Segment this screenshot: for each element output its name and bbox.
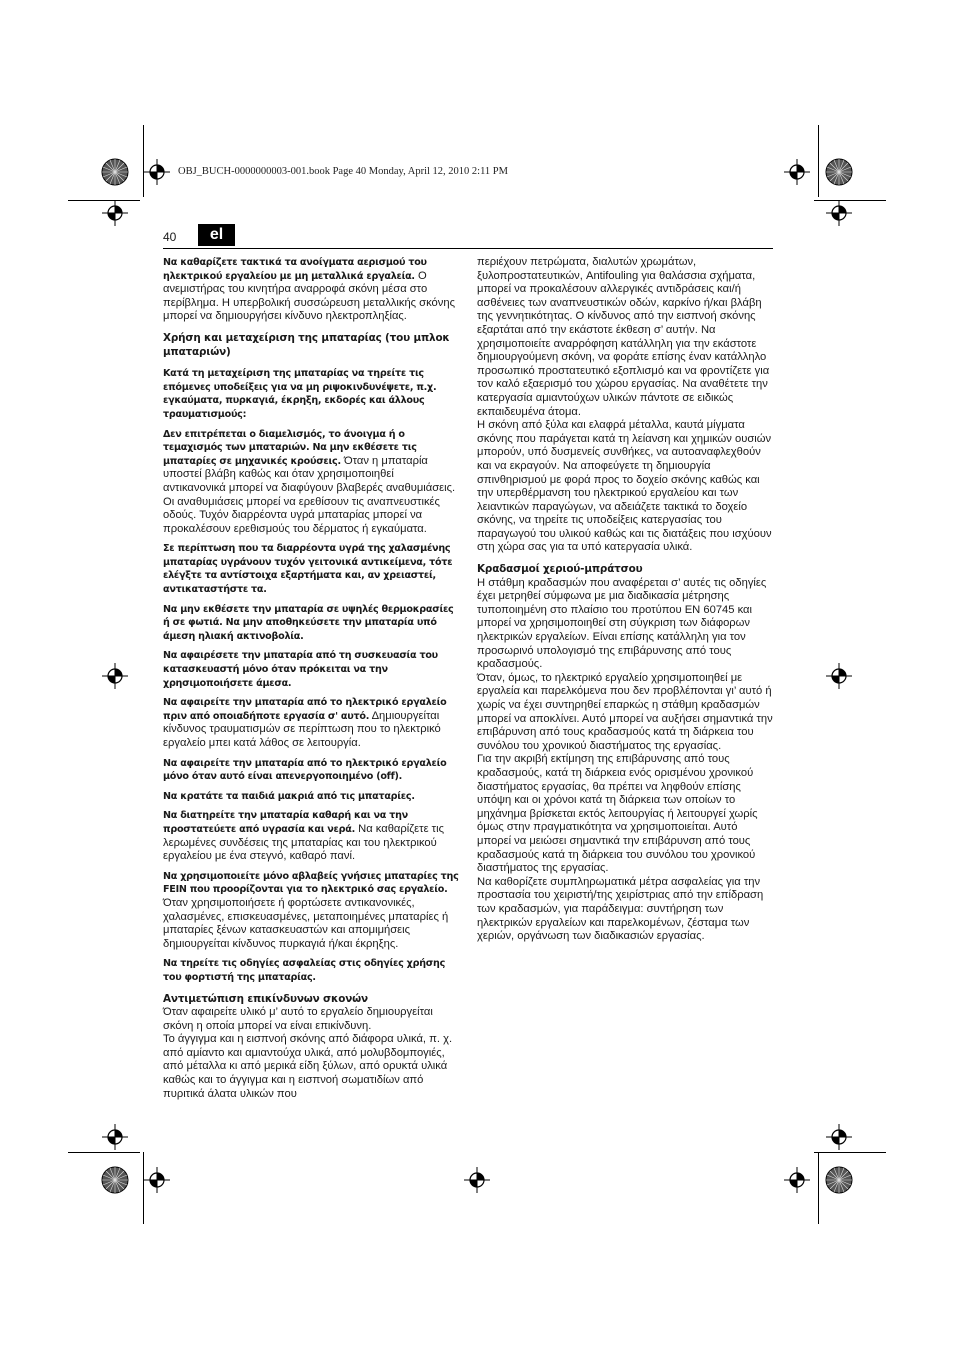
paragraph — [163, 256, 459, 324]
paragraph — [163, 367, 459, 421]
paragraph — [163, 870, 459, 952]
bold-warning: Να κρατάτε τα παιδιά μακριά από τις μπαταρίες. — [163, 790, 415, 802]
right-column — [477, 256, 773, 944]
body-text: Ο ανεμιστήρας του κινητήρα αναρροφά σκόνη μέσα στο περίβλημα. Η υπερβολική συσσώρευση μεταλλικής σκόνης μπορεί να δημιουργήσει κίνδυνο ηλεκτροπληξίας. — [163, 269, 455, 323]
paragraph: περιέχουν πετρώματα, διαλυτών χρωμάτων, ξυλοπροστατευτικών, Antifouling για θαλάσσια σχήματα, μπορεί να προκαλέσουν αλλεργικές αντιδράσεις και/ή ασθένειες των αναπνευστικών οδών, καρκίνο ή/και βλάβη της γεννητικότητας. Ο κίνδυνος από την εισπνοή σκόνης εξαρτάται από την εκάστοτε έκθεση σ’ αυτήν. Να χρησιμοποιείτε αναρρόφηση κατάλληλη για την εκάστοτε δημιουργούμενη σκόνη, να φοράτε επίσης έναν κατάλληλο προσωπικό προστατευτικό εξοπλισμό και να φροντίζετε για τον καλό εξαερισμό του χώρου εργασίας. Να αναθέτετε την κατεργασία αμιαντούχων υλικών πάντοτε σε ειδικώς εκπαιδευμένα άτομα. — [477, 256, 770, 418]
paragraph: Όταν, όμως, το ηλεκτρικό εργαλείο χρησιμοποιηθεί με εργαλεία και παρελκόμενα που δεν προβλέπονται γι’ αυτό ή χωρίς να έχει συντηρηθεί επαρκώς η στάθμη κραδασμών μπορεί να αποκλίνει. Αυτό μπορεί να αυξήσει σημαντικά την επιβάρυνση από τους κραδασμούς κατά τη διάρκεια του συνόλου του χρονικού διαστήματος της εργασίας. — [477, 671, 773, 752]
body-text: Όταν χρησιμοποιήσετε ή φορτώσετε αντικανονικές, χαλασμένες, επισκευασμένες, μεταποιημένες μπαταρίες ή μπαταρίες ξένων κατασκευαστών και απομιμήσεις δημιουργείται κίνδυνος πυρκαγιά ή/και έκρηξης. — [163, 896, 449, 950]
paragraph: Η στάθμη κραδασμών που αναφέρεται σ’ αυτές τις οδηγίες έχει μετρηθεί σύμφωνα με μια διαδικασία μέτρησης τυποποιημένη στο πλαίσιο του προτύπου EN 60745 και μπορεί να χρησιμοποιηθεί στη σύγκριση των διάφορων ηλεκτρικών εργαλείων. Είναι επίσης κατάλληλη για τον προσωρινό υπολογισμό της επιβάρυνσης από τους κραδασμούς. — [477, 576, 767, 671]
paragraph — [163, 696, 459, 750]
registration-mark-top-left — [144, 159, 170, 185]
star-target-top-left — [102, 159, 128, 185]
bold-warning: Να τηρείτε τις οδηγίες ασφαλείας στις οδηγίες χρήσης του φορτιστή της μπαταρίας. — [163, 958, 446, 983]
registration-mark-mid-left — [102, 663, 128, 689]
section-heading-dust: Αντιμετώπιση επικίνδυνων σκονών — [163, 992, 368, 1005]
paragraph — [163, 757, 459, 784]
paragraph — [163, 649, 459, 690]
left-column — [163, 256, 459, 1101]
bold-warning: Σε περίπτωση που τα διαρρέοντα υγρά της χαλασμένης μπαταρίας υγράνουν τυχόν γειτονικά αντικείμενα, τότε ελέγξτε τα αντίστοιχα εξαρτήματα και, αν χρειαστεί, αντικαταστήστε τα. — [163, 543, 453, 596]
registration-mark-top-right-lower — [826, 200, 852, 226]
paragraph — [163, 428, 459, 537]
paragraph — [163, 957, 459, 984]
body-text: Δημιουργείται κίνδυνος τραυματισμών σε περίπτωση που το ηλεκτρικό εργαλείο μπει κατά λάθος σε λειτουργία. — [163, 709, 441, 749]
language-tab: el — [198, 224, 235, 246]
paragraph — [163, 542, 459, 596]
star-target-bottom-left — [102, 1167, 128, 1193]
bold-warning: Να διατηρείτε την μπαταρία καθαρή και να την προστατεύετε από υγρασία και νερά. — [163, 810, 408, 835]
bold-warning: Δεν επιτρέπεται ο διαμελισμός, το άνοιγμα ή ο τεμαχισμός των μπαταριών. Να μην εκθέσετε τις μπαταρίες σε μηχανικές κρούσεις. — [163, 428, 417, 467]
star-target-bottom-right — [826, 1167, 852, 1193]
registration-mark-top-right — [784, 159, 810, 185]
print-slug: OBJ_BUCH-0000000003-001.book Page 40 Monday, April 12, 2010 2:11 PM — [178, 166, 508, 177]
paragraph: Για την ακριβή εκτίμηση της επιβάρυνσης από τους κραδασμούς, κατά τη διάρκεια ενός ορισμένου χρονικού διαστήματος εργασίας, θα πρέπει να ληφθούν επίσης υπόψη και οι χρόνοι κατά τη διάρκεια των οποίων το μηχάνημα βρίσκεται εκτός λειτουργίας ή λειτουργεί χωρίς όμως στην πραγματικότητα να χρησιμοποιείται. Αυτό μπορεί να μειώσει σημαντικά την επιβάρυνση από τους κραδασμούς κατά τη διάρκεια του συνόλου του χρονικού διαστήματος της εργασίας. — [477, 753, 758, 875]
body-text: Να καθαρίζετε τις λερωμένες συνδέσεις της μπαταρίας και του ηλεκτρικού εργαλείου με ένα στεγνό, καθαρό πανί. — [163, 822, 444, 863]
paragraph — [163, 790, 459, 804]
paragraph: Το άγγιγμα και η εισπνοή σκόνης από διάφορα υλικά, π. χ. από αμίαντο και αμιαντούχα υλικά, από μολυβδομπογιές, από μέταλλα κι από μερικά είδη ξύλων, από ορυκτά υλικά καθώς και το άγγιγμα και η εισπνοή σωματιδίων από πυριτικά άλατα υλικών που — [163, 1033, 453, 1100]
bold-warning: Κατά τη μεταχείριση της μπαταρίας να τηρείτε τις επόμενες υποδείξεις για να μη ριψοκινδυνέψετε, π.χ. εγκαύματα, πυρκαγιά, έκρηξη, εκδορές και άλλους τραυματισμούς: — [163, 368, 437, 420]
bold-warning: Να αφαιρείτε την μπαταρία από το ηλεκτρικό εργαλείο μόνο όταν αυτό είναι απενεργοποιημένο (off). — [163, 757, 447, 783]
paragraph — [163, 603, 459, 644]
registration-mark-bottom-right-upper — [826, 1124, 852, 1150]
registration-mark-mid-right — [826, 663, 852, 689]
bold-warning: Να χρησιμοποιείτε μόνο αβλαβείς γνήσιες μπαταρίες της FEIN που προορίζονται για το ηλεκτρικό σας εργαλείο. — [163, 870, 459, 896]
body-text: Όταν η μπαταρία υποστεί βλάβη καθώς και όταν χρησιμοποιηθεί αντικανονικά μπορεί να διαφύγουν βλαβερές αναθυμιάσεις. Οι αναθυμιάσεις μπορεί να ερεθίσουν τις αναπνευστικές οδούς. Τυχόν διαρρέοντα υγρά μπαταρίας μπορεί να προκαλέσουν ερεθισμούς του δέρματος ή εγκαύματα. — [163, 454, 456, 535]
registration-mark-bottom-right — [784, 1167, 810, 1193]
registration-mark-bottom-left-upper — [102, 1124, 128, 1150]
section-heading-battery: Χρήση και μεταχείριση της μπαταρίας (του μπλοκ μπαταριών) — [163, 331, 450, 358]
bold-warning: Να μην εκθέσετε την μπαταρία σε υψηλές θερμοκρασίες ή σε φωτιά. Να μην αποθηκεύσετε την μπαταρία υπό άμεση ηλιακή ακτινοβολία. — [163, 603, 454, 642]
registration-mark-top-left-lower — [102, 200, 128, 226]
bold-warning: Να καθαρίζετε τακτικά τα ανοίγματα αερισμού του ηλεκτρικού εργαλείου με μη μεταλλικά εργαλεία. — [163, 257, 427, 282]
registration-mark-bottom-left — [144, 1167, 170, 1193]
star-target-top-right — [826, 159, 852, 185]
paragraph: Η σκόνη από ξύλα και ελαφρά μέταλλα, καυτά μίγματα σκόνης που παράγεται κατά τη λείανση και χημικών ουσιών μπορούν, υπό δυσμενείς συνθήκες, να αυτοαναφλεχθούν και να εκραγούν. Να αποφεύγετε τη δημιουργία σπινθηρισμού με φορά προς το δοχείο σκόνης καθώς και την υπερθέρμανση του ηλεκτρικού εργαλείου και των λειαντικών παραγώγων, να αδειάζετε τακτικά το δοχείο σκόνης, να τηρείτε τις υποδείξεις κατεργασίας του παραγωγού του υλικού καθώς και τις διατάξεις που ισχύουν στη χώρα σας για τα υπό κατεργασία υλικά. — [477, 419, 772, 554]
section-heading-vibration: Κραδασμοί χεριού-μπράτσου — [477, 563, 643, 576]
registration-mark-bottom-center — [464, 1167, 490, 1193]
page-number: 40 — [163, 230, 177, 244]
bold-warning: Να αφαιρείτε την μπαταρία από το ηλεκτρικό εργαλείο πριν από οποιαδήποτε εργασία σ' αυτό. — [163, 697, 447, 722]
header-rule — [163, 248, 773, 249]
paragraph — [163, 809, 459, 863]
bold-warning: Να αφαιρέσετε την μπαταρία από τη συσκευασία του κατασκευαστή μόνο όταν πρόκειται να την χρησιμοποιήσετε άμεσα. — [163, 650, 438, 689]
paragraph: Να καθορίζετε συμπληρωματικά μέτρα ασφαλείας για την προστασία του χειριστή/της χειρίστριας από την επίδραση των κραδασμών, για παράδειγμα: συντήρηση των ηλεκτρικών εργαλείων και παρελκομένων, ζέσταμα των χεριών, οργάνωση των διαδικασιών εργασίας. — [477, 875, 764, 943]
paragraph: Όταν αφαιρείτε υλικό μ’ αυτό το εργαλείο δημιουργείται σκόνη η οποία μπορεί να είναι επικίνδυνη. — [163, 1006, 433, 1032]
